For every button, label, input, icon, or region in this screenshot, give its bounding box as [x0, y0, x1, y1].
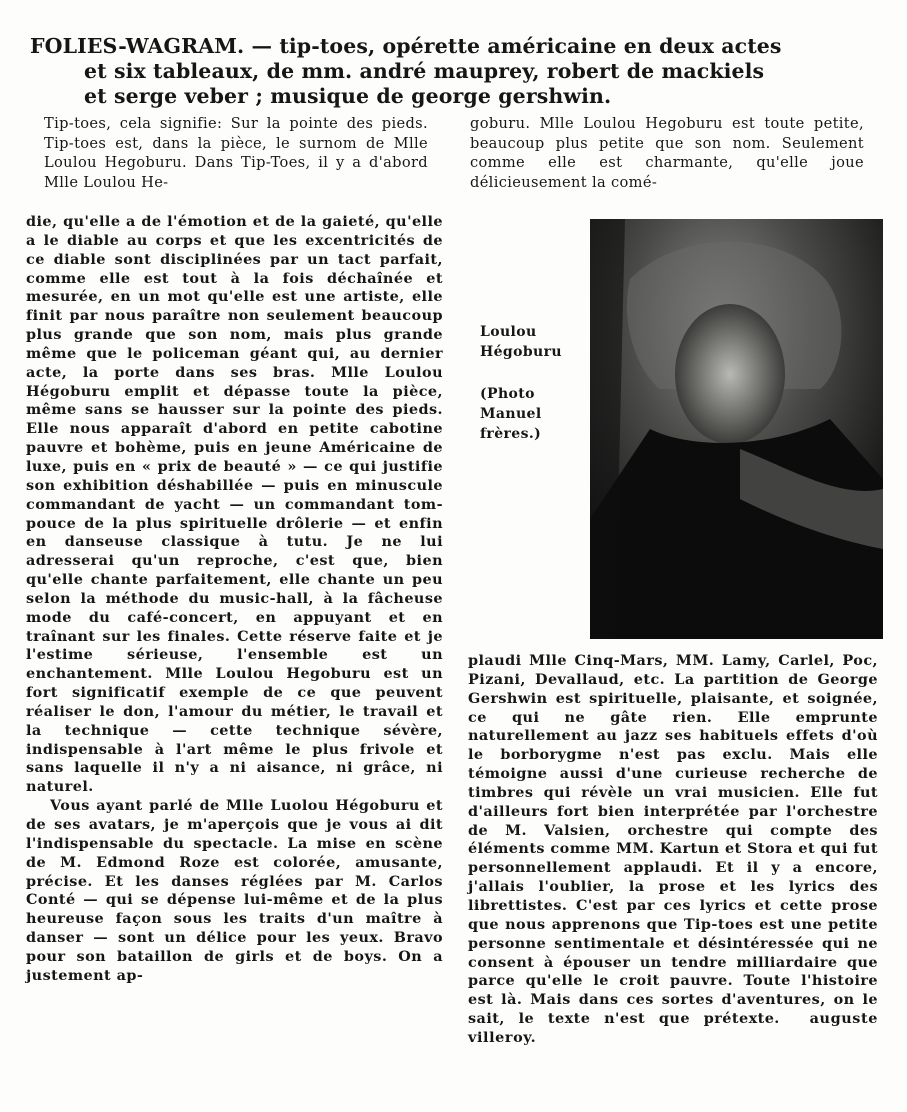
- headline-line-3: et serge veber ; musique de george gershwin.: [84, 84, 612, 108]
- portrait-photo-image: [590, 219, 883, 639]
- body-paragraph: die, qu'elle a de l'émotion et de la gaieté, qu'elle a le diable au corps et que les excentricités de ce diable sont disciplinées par un tact parfait, comme elle est tout à la fois déchaînée et mesurée, en un mot qu'elle est une artiste, elle finit par nous paraître non seulement beaucoup plus grande que son nom, mais plus grande même que le policeman géant qui, au dernier acte, la porte dans ses bras. Mlle Loulou Hégoburu emplit et dépasse toute la pièce, même sans se hausser sur la pointe des pieds. Elle nous apparaît d'abord en petite cabotine pauvre et bohème, puis en jeune Américaine de luxe, puis en « prix de beauté » — ce qui justifie son exhibition déshabillée — puis en minuscule commandant de yacht — un commandant tom-pouce de la plus spirituelle drôlerie — et enfin en danseuse classique à tutu. Je ne lui adresserai qu'un reproche, c'est que, bien qu'elle chante parfaitement, elle chante un peu selon la méthode du music-hall, à la fâcheuse mode du café-concert, en appuyant et en traînant sur les finales. Cette réserve faite et je l'estime sérieuse, l'ensemble est un enchantement. Mlle Loulou Hegoburu est un fort significatif exemple de ce que peuvent réaliser le don, l'amour du métier, le travail et la technique — cette technique sévère, indispensable à l'art même le plus frivole et sans laquelle il n'y a ni aisance, ni grâce, ni naturel.: [26, 213, 443, 796]
- body-paragraph: [468, 652, 878, 1048]
- portrait-photo: [590, 219, 883, 639]
- author-signature: auguste villeroy.: [468, 1010, 878, 1046]
- article-headline: [30, 34, 870, 109]
- intro-paragraph-right: goburu. Mlle Loulou Hegoburu est toute petite, beaucoup plus petite que son nom. Seulement comme elle est charmante, qu'elle joue délicieusement la comé-: [470, 115, 864, 191]
- body-paragraph-text: plaudi Mlle Cinq-Mars, MM. Lamy, Carlel, Poc, Pizani, Devallaud, etc. La partition de George Gershwin est spirituelle, plaisante, et soignée, ce qui ne gâte rien. Elle emprunte naturellement au jazz ses habituels effets d'où le borborygme n'est pas exclu. Mais elle témoigne aussi d'une curieuse recherche de timbres qui révèle un vrai musicien. Elle fut d'ailleurs fort bien interprétée par l'orchestre de M. Valsien, orchestre qui compte des éléments comme MM. Kartun et Stora et qui fut personnellement applaudi. Et il y a encore, j'allais l'oublier, la prose et les lyrics des librettistes. C'est par ces lyrics et cette prose que nous apprenons que Tip-toes est une petite personne sentimentale et désintéressée qui ne consent à épouser un tendre milliardaire que parce qu'elle le croit pauvre. Toute l'histoire est là. Mais dans ces sortes d'aventures, on le sait, le texte n'est que prétexte.: [468, 652, 878, 1028]
- caption-credit: (Photo Manuel frères.): [480, 386, 542, 442]
- photo-caption: [480, 322, 590, 444]
- caption-name: Loulou Hégoburu: [480, 324, 562, 360]
- intro-paragraph-left: Tip-toes, cela signifie: Sur la pointe des pieds. Tip-toes est, dans la pièce, le surnom de Mlle Loulou Hegoburu. Dans Tip-Toes, il y a d'abord Mlle Loulou He-: [44, 115, 428, 191]
- headline-line-1: FOLIES-WAGRAM. — tip-toes, opérette américaine en deux actes: [30, 34, 782, 58]
- body-paragraph: Vous ayant parlé de Mlle Luolou Hégoburu et de ses avatars, je m'aperçois que je vous ai dit l'indispensable du spectacle. La mise en scène de M. Edmond Roze est colorée, amusante, précise. Et les danses réglées par M. Carlos Conté — qui se dépense lui-même et de la plus heureuse façon sous les traits d'un maître à danser — sont un délice pour les yeux. Bravo pour son bataillon de girls et de boys. On a justement ap-: [26, 797, 443, 984]
- body-column-left: [26, 213, 443, 986]
- body-column-right: [468, 652, 878, 1048]
- headline-line-2: et six tableaux, de mm. andré mauprey, robert de mackiels: [84, 59, 765, 83]
